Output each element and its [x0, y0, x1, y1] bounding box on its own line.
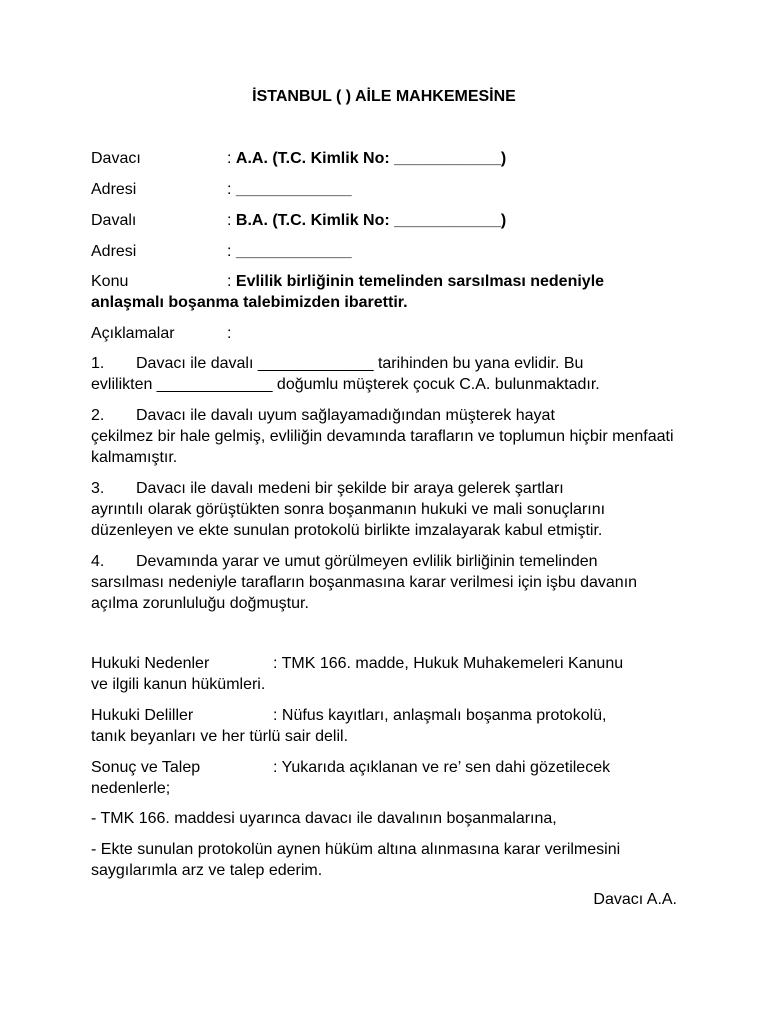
request-2: - Ekte sunulan protokolün aynen hüküm altına alınmasına karar verilmesini saygılarımla arz ve talep ederim. [91, 841, 621, 879]
nedenler-value: : TMK 166. madde, Hukuk Muhakemeleri Kanunu [273, 655, 624, 672]
paragraph-line1: Davacı ile davalı medeni bir şekilde bir araya gelerek şartları [136, 480, 564, 497]
paragraph-number: 3. [91, 480, 105, 497]
deliller-label: Hukuki Deliller [91, 707, 194, 724]
talep-value: : Yukarıda açıklanan ve re’ sen dahi gözetilecek [273, 759, 611, 776]
paragraph-rest: ayrıntılı olarak görüştükten sonra boşanmanın hukuki ve mali sonuçlarını düzenleyen ve ekte sunulan protokolü birlikte imzalayarak kabul etmiştir. [91, 501, 606, 539]
paragraph-rest: sarsılması nedeniyle tarafların boşanmasına karar verilmesi için işbu davanın açılma zorunluluğu doğmuştur. [91, 574, 638, 612]
davali-label: Davalı [91, 212, 137, 229]
adres2-label: Adresi [91, 243, 137, 260]
paragraph-number: 2. [91, 407, 105, 424]
paragraph-4 [91, 551, 683, 614]
colon: : [227, 212, 232, 229]
adres1-label: Adresi [91, 181, 137, 198]
paragraph-rest: çekilmez bir hale gelmiş, evliliğin devamında tarafların ve toplumun hiçbir menfaati kalmamıştır. [91, 428, 674, 466]
konu-value-line1: Evlilik birliğinin temelinden sarsılması nedeniyle [235, 273, 605, 290]
konu-row [91, 271, 681, 292]
adres2-value: _____________ [235, 243, 352, 260]
deliller-value: : Nüfus kayıtları, anlaşmalı boşanma protokolü, [273, 707, 607, 724]
hukuki-deliller [91, 705, 683, 747]
paragraph-rest: evlilikten _____________ doğumlu müşterek çocuk C.A. bulunmaktadır. [91, 376, 600, 393]
colon: : [227, 273, 232, 290]
davali-value: B.A. (T.C. Kimlik No: ____________) [235, 212, 507, 229]
nedenler-rest: ve ilgili kanun hükümleri. [91, 676, 266, 693]
deliller-rest: tanık beyanları ve her türlü sair delil. [91, 728, 349, 745]
konu-label: Konu [91, 273, 129, 290]
paragraph-line1: Davacı ile davalı uyum sağlayamadığından müşterek hayat [136, 407, 555, 424]
davaci-value: A.A. (T.C. Kimlik No: ____________) [235, 150, 507, 167]
document-title: İSTANBUL ( ) AİLE MAHKEMESİNE [252, 88, 516, 105]
colon: : [227, 150, 232, 167]
nedenler-label: Hukuki Nedenler [91, 655, 210, 672]
request-1: - TMK 166. maddesi uyarınca davacı ile davalının boşanmalarına, [91, 810, 557, 827]
paragraph-1 [91, 353, 683, 395]
paragraph-2 [91, 405, 683, 468]
talep-rest: nedenlerle; [91, 780, 171, 797]
davali-row [91, 210, 681, 231]
signature: Davacı A.A. [593, 891, 677, 908]
colon: : [227, 243, 232, 260]
adres2-row [91, 241, 681, 262]
colon: : [227, 325, 232, 342]
colon: : [227, 181, 232, 198]
paragraph-line1: Davacı ile davalı _____________ tarihinden bu yana evlidir. Bu [136, 355, 584, 372]
adres1-value: _____________ [235, 181, 352, 198]
paragraph-3 [91, 478, 683, 541]
davaci-label: Davacı [91, 150, 141, 167]
aciklamalar-row [91, 323, 681, 344]
davaci-row [91, 148, 681, 169]
hukuki-nedenler [91, 653, 683, 695]
paragraph-number: 4. [91, 553, 105, 570]
adres1-row [91, 179, 681, 200]
paragraph-number: 1. [91, 355, 105, 372]
talep-label: Sonuç ve Talep [91, 759, 201, 776]
aciklamalar-label: Açıklamalar [91, 325, 175, 342]
sonuc-ve-talep [91, 757, 683, 799]
paragraph-line1: Devamında yarar ve umut görülmeyen evlilik birliğinin temelinden [136, 553, 598, 570]
konu-value-line2: anlaşmalı boşanma talebimizden ibarettir. [91, 294, 408, 311]
